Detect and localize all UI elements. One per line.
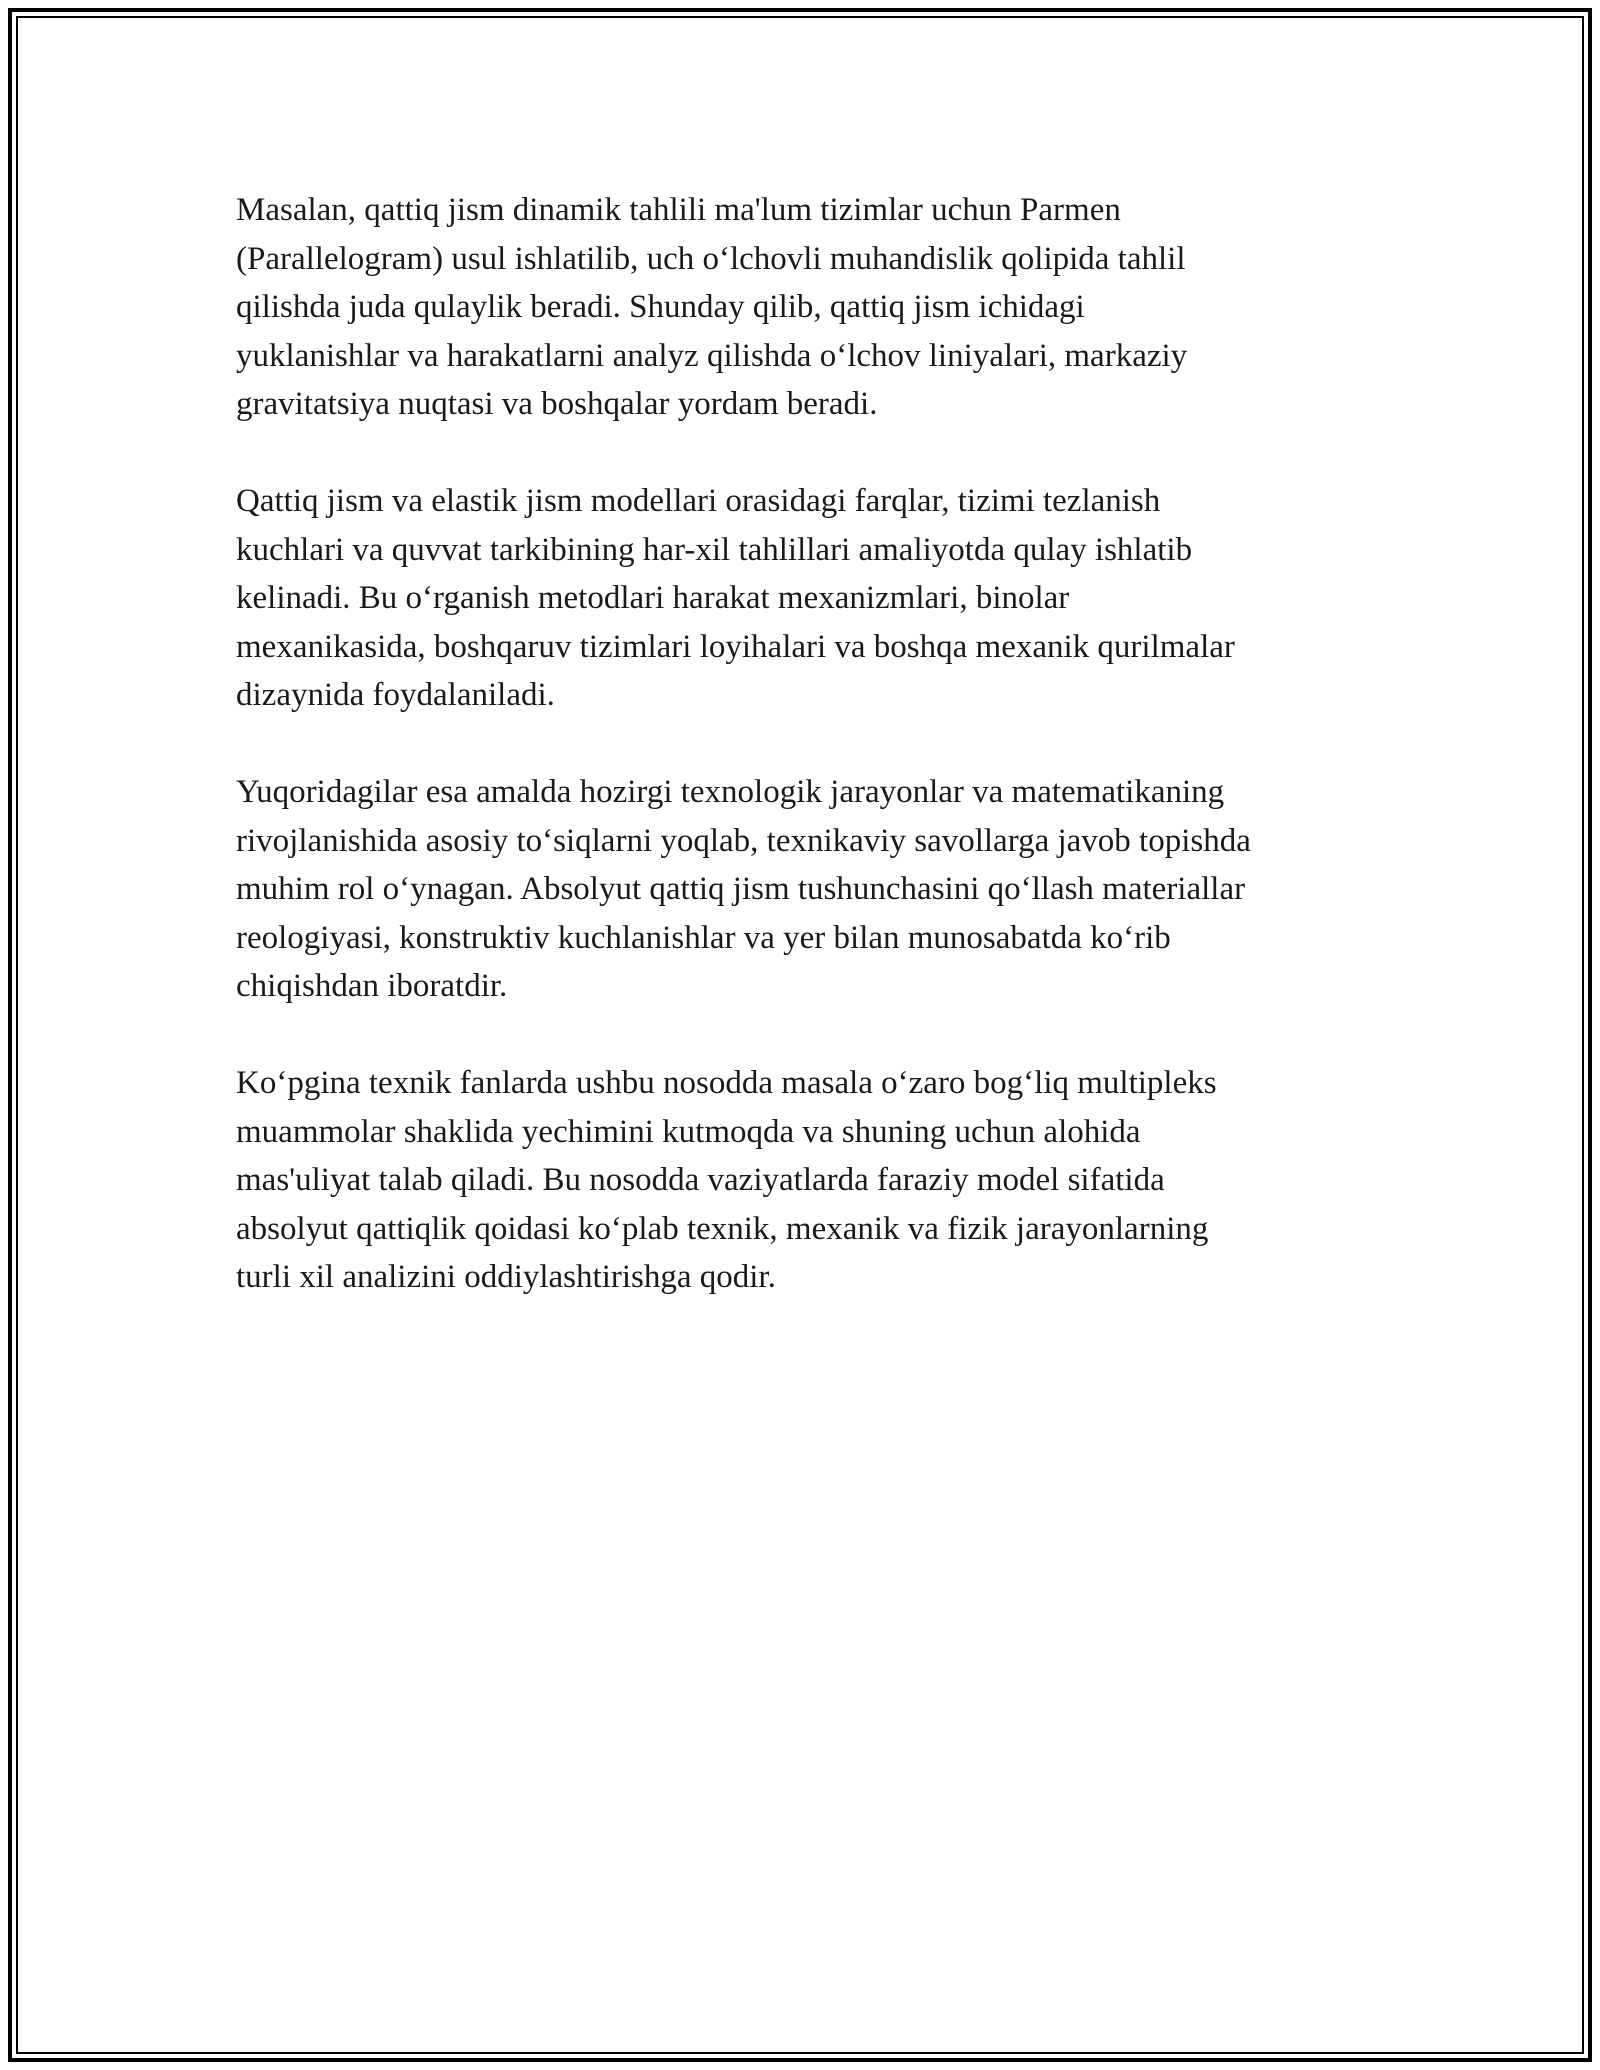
text-line: muammolar shaklida yechimini kutmoqda va shuning uchun alohida [236, 1113, 1141, 1150]
text-line: (Parallelogram) usul ishlatilib, uch o‘lchovli muhandislik qolipida tahlil [236, 240, 1186, 277]
text-line: mas'uliyat talab qiladi. Bu nosodda vaziyatlarda faraziy model sifatida [236, 1162, 1165, 1198]
paragraph-3 [236, 768, 1366, 1011]
text-line: mexanikasida, boshqaruv tizimlari loyihalari va boshqa mexanik qurilmalar [236, 628, 1235, 665]
text-line: absolyut qattiqlik qoidasi ko‘plab texnik, mexanik va fizik jarayonlarning [236, 1210, 1209, 1247]
paragraph-2 [236, 477, 1366, 720]
text-line: qilishda juda qulaylik beradi. Shunday qilib, qattiq jism ichidagi [236, 289, 1085, 325]
document-body [236, 186, 1366, 1350]
text-line: muhim rol o‘ynagan. Absolyut qattiq jism tushunchasini qo‘llash materiallar [236, 871, 1246, 907]
text-line: yuklanishlar va harakatlarni analyz qilishda o‘lchov liniyalari, markaziy [236, 337, 1188, 374]
text-line: kuchlari va quvvat tarkibining har-xil tahlillari amaliyotda qulay ishlatib [236, 531, 1193, 568]
text-line: Ko‘pgina texnik fanlarda ushbu nosodda masala o‘zaro bog‘liq multipleks [236, 1065, 1217, 1101]
text-line: turli xil analizini oddiylashtirishga qodir. [236, 1259, 776, 1295]
text-line: gravitatsiya nuqtasi va boshqalar yordam beradi. [236, 386, 878, 422]
paragraph-1 [236, 186, 1366, 429]
text-line: chiqishdan iboratdir. [236, 968, 508, 1004]
text-line: Masalan, qattiq jism dinamik tahlili ma'lum tizimlar uchun Parmen [236, 192, 1121, 228]
text-line: dizaynida foydalaniladi. [236, 677, 555, 713]
text-line: kelinadi. Bu o‘rganish metodlari harakat mexanizmlari, binolar [236, 580, 1070, 616]
text-line: Qattiq jism va elastik jism modellari orasidagi farqlar, tizimi tezlanish [236, 483, 1161, 519]
paragraph-4 [236, 1059, 1366, 1302]
text-line: rivojlanishida asosiy to‘siqlarni yoqlab, texnikaviy savollarga javob topishda [236, 822, 1251, 859]
text-line: Yuqoridagilar esa amalda hozirgi texnologik jarayonlar va matematikaning [236, 774, 1225, 810]
text-line: reologiyasi, konstruktiv kuchlanishlar va yer bilan munosabatda ko‘rib [236, 919, 1171, 956]
